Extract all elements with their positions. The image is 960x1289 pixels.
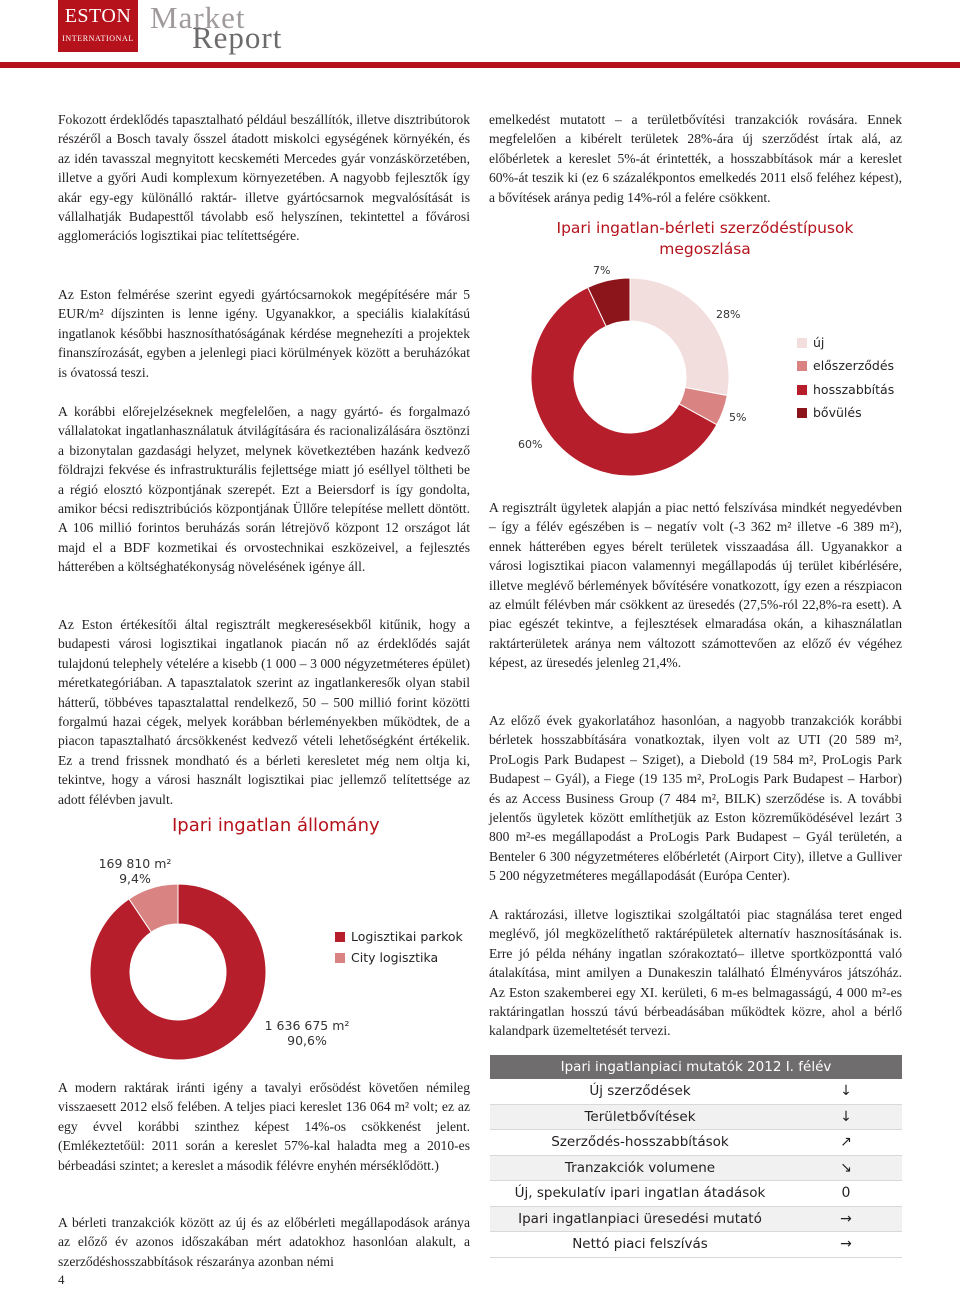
trend-arrow-icon: 0: [790, 1181, 902, 1207]
stock-large-area: 1 636 675 m²: [264, 1018, 350, 1033]
legend-label: Logisztikai parkok: [351, 929, 463, 944]
trend-arrow-icon: ↘: [790, 1155, 902, 1181]
stock-legend-logistics-parks: [335, 929, 463, 944]
eston-logo: [58, 0, 138, 52]
logo-sub-text: INTERNATIONAL: [62, 34, 134, 43]
page-number: 4: [58, 1272, 65, 1287]
contract-chart-title-line2: megoszlása: [659, 240, 751, 258]
right-paragraph-4: A raktározási, illetve logisztikai szolgáltatói piac stagnálása teret enged meglévő, jól megközelíthető raktárépületek alternatív hasznosításának is. Erre jó példa néhány ingatlan szórakoztató– illetve sportközponttá való átalakítása, mint amilyen a Dunakeszin található Élményváros játszóház. Az Eston szakemberei egy XI. kerületi, 6 m-es belmagasságú, 4 000 m²-es raktáringatlan hosszú távú bérbeadásában működtek közre, ahol a bérlő kalandpark üzemeltetését tervezi.: [489, 907, 902, 1039]
table-title: Ipari ingatlanpiaci mutatók 2012 I. félév: [490, 1055, 902, 1079]
indicator-label: Nettó piaci felszívás: [490, 1232, 790, 1258]
legend-swatch: [797, 338, 807, 348]
header-rule: [0, 62, 960, 68]
stock-small-pct: 9,4%: [119, 871, 151, 886]
left-paragraph-6: A bérleti tranzakciók között az új és az előbérleti megállapodások aránya az előző év azonos időszakában mért adatokhoz hasonlóan alakult, a szerződéshosszabbítások részaránya azonban némi: [58, 1215, 470, 1269]
indicator-label: Szerződés-hosszabbítások: [490, 1130, 790, 1156]
legend-label: bővülés: [813, 405, 862, 420]
contract-chart-title: [520, 218, 890, 260]
trend-arrow-icon: →: [790, 1206, 902, 1232]
left-paragraph-3: A korábbi előrejelzéseknek megfelelően, a nagy gyártó- és forgalmazó vállalatokat ingatlanhasználatuk átvilágítására és racionalizálására ösztönzi a bizonytalan gazdasági helyzet, melynek következtében hazánk kedvező földrajzi fekvése és infrastrukturális fejlettsége miatt jó eséllyel töltheti be a régió elosztó központjának szerepét. Ezt a Beiersdorf is így gondolta, amikor bécsi redisztribúciós központjának Üllőre telepítése mellett döntött. A 106 millió forintos beruházás során létrejövő központ 12 országot lát majd el a BDF kozmetikai és orvostechnikai eszközeivel, a fejlesztés hátterében a költséghatékonyság növelésének igénye áll.: [58, 404, 470, 575]
stock-legend-city-logistics: [335, 950, 438, 965]
trend-arrow-icon: →: [790, 1232, 902, 1258]
contract-donut-chart: [530, 277, 730, 477]
contract-label-bovules: 7%: [593, 264, 611, 277]
table-row: [490, 1130, 902, 1156]
table-row: [490, 1232, 902, 1258]
trend-arrow-icon: ↗: [790, 1130, 902, 1156]
trend-arrow-icon: ↓: [790, 1104, 902, 1130]
stock-large-label: [262, 1018, 352, 1048]
contract-legend-uj: [797, 335, 824, 350]
legend-swatch: [797, 361, 807, 371]
legend-label: City logisztika: [351, 950, 439, 965]
indicator-label: Új, spekulatív ipari ingatlan átadások: [490, 1181, 790, 1207]
table-row: [490, 1104, 902, 1130]
left-paragraph-1: Fokozott érdeklődés tapasztalható például beszállítók, illetve disztribútorok részéről a Bosch tavaly ősszel átadott miskolci egységének környékén, és az idén tavasszal megnyitott kecskeméti Mercedes gyár vonzáskörzetében, illetve a győri Audi komplexum környezetében. A nagyobb fejlesztők így akár egy-egy különálló raktár- illetve gyártócsarnok megvalósítását is vállalhatják Budapesttől távolabb eső helyszínen, tekintettel a fővárosi agglomerációs logisztikai piac telítettségére.: [58, 112, 470, 244]
table-row: [490, 1079, 902, 1104]
contract-label-uj: 28%: [716, 308, 741, 321]
legend-label: új: [813, 335, 825, 350]
legend-swatch: [797, 408, 807, 418]
stock-large-pct: 90,6%: [287, 1033, 327, 1048]
right-paragraph-1: emelkedést mutatott – a területbővítési tranzakciók rovására. Ennek megfelelően a kibérelt területek 28%-ára új szerződést írtak alá, az előbérletek a kereslet 5%-át érintették, a hosszabbítások már a kereslet 60%-át teszik ki (ez 6 százalékpontos emelkedés 2011 első feléhez képest), a bővítések aránya pedig 14%-ról a felére csökkent.: [489, 112, 902, 205]
logo-main-text: ESTON: [64, 5, 132, 27]
indicator-label: Ipari ingatlanpiaci üresedési mutató: [490, 1206, 790, 1232]
table-row: [490, 1181, 902, 1207]
table-header-row: [490, 1055, 902, 1079]
indicator-label: Területbővítések: [490, 1104, 790, 1130]
table-row: [490, 1155, 902, 1181]
market-word: Market: [150, 0, 246, 35]
contract-label-eloszerzodes: 5%: [729, 411, 747, 424]
table-row: [490, 1206, 902, 1232]
left-paragraph-4: Az Eston értékesítői által regisztrált megkeresésekből kitűnik, hogy a budapesti városi logisztikai ingatlanok piacán nő az érdeklődés saját tulajdonú telephely vételére a kisebb (1 000 – 3 000 négyzetméteres épület) méretkategóriában. A tapasztalatok szerint az ingatlankeresők olyan stabil hátterű, többéves tapasztalattal rendelkező, 50 – 500 millió forint közötti forgalmú hazai cégek, melyek korábban bérleményekben működtek, de a piacon tapasztalható árcsökkenést kedvező vételi lehetőségként értékelik. Ez a trend frissnek mondható és a bérleti keresletet még nem oltja ki, tekintve, hogy a városi használt logisztikai piac jellemző telítettsége az adott félévben javult.: [58, 617, 470, 807]
legend-label: hosszabbítás: [813, 382, 895, 397]
report-word: Report: [192, 20, 283, 55]
contract-legend-hosszabbitas: [797, 382, 894, 397]
contract-label-hosszabbitas: 60%: [518, 438, 543, 451]
legend-label: előszerződés: [813, 358, 895, 373]
stock-donut-chart: [88, 882, 268, 1062]
contract-slices: [531, 278, 729, 476]
left-paragraph-5: A modern raktárak iránti igény a tavalyi erősödést követően némileg visszaesett 2012 első felében. A teljes piaci kereslet 136 064 m² volt; ez az egy évvel korábbi szinthez képest 14%-os csökkenést jelent. (Emlékeztetőül: 2011 során a kereslet 57%-kal haladta meg a 2010-es bérbeadási szintet; a kereslet a második félévre enyhén mérséklődött.): [58, 1080, 470, 1173]
page-header: [0, 0, 960, 68]
trend-arrow-icon: ↓: [790, 1079, 902, 1104]
contract-legend-bovules: [797, 405, 862, 420]
market-indicators-table: [490, 1055, 902, 1258]
indicator-label: Új szerződések: [490, 1079, 790, 1104]
legend-swatch: [335, 953, 345, 963]
contract-legend-eloszerzodes: [797, 358, 894, 373]
contract-chart-title-line1: Ipari ingatlan-bérleti szerződéstípusok: [556, 219, 854, 237]
contract-slice-0: [630, 278, 729, 396]
stock-slices: [90, 884, 266, 1060]
right-paragraph-2: A regisztrált ügyletek alapján a piac nettó felszívása mindkét negyedévben – így a félév egészében is – negatív volt (-3 362 m² illetve -6 389 m²), ennek hátterében egyes bérelt területek visszaadása áll. Ugyanakkor a városi logisztikai piacon valamennyi megállapodás új terület kibérlésére, illetve meglévő bérlemények bővítésére vonatkozott, így ezen a részpiacon az elmúlt félévben már csökkent az üresedés (27,5%-ról 22,8%-ra esett). A piac egészét tekintve, a fejlesztések elmaradása okán, a kihasználatlan raktárterületek aránya nem változott számottevően az előző év végéhez képest, az üresedés jelenleg 21,4%.: [489, 500, 902, 671]
left-paragraph-2: Az Eston felmérése szerint egyedi gyártócsarnokok megépítésére már 5 EUR/m² díjszinten is lenne igény. Ugyanakkor, a speciális kialakítású ingatlanok későbbi hasznosíthatóságának kérdése megnehezíti a projektek finanszírozását, egyben a jelenlegi piaci körülmények között a beruházókat is óvatossá teszi.: [58, 287, 470, 380]
stock-chart-title: Ipari ingatlan állomány: [172, 815, 380, 836]
right-paragraph-3: Az előző évek gyakorlatához hasonlóan, a nagyobb tranzakciók korábbi bérletek hosszabbítására vonatkoztak, ilyen volt az UTI (20 589 m², ProLogis Park Budapest – Sziget), a Diebold (19 584 m², ProLogis Park Budapest – Gyál), a Fiege (19 135 m², ProLogis Park Budapest – Harbor) és az Access Business Group (7 484 m², BILK) szerződése is. A további jelentős ügyletek között említhetjük az Eston közreműködésével lezárt 3 800 m²-es megállapodást a ProLogis Park Budapest – Gyál területén, a Benteler 6 300 négyzetméteres előbérletét (Airport City), illetve a Gulliver 5 200 négyzetméteres megállapodását (Európa Center).: [489, 713, 902, 884]
legend-swatch: [335, 932, 345, 942]
indicator-label: Tranzakciók volumene: [490, 1155, 790, 1181]
legend-swatch: [797, 385, 807, 395]
stock-small-area: 169 810 m²: [98, 856, 172, 871]
